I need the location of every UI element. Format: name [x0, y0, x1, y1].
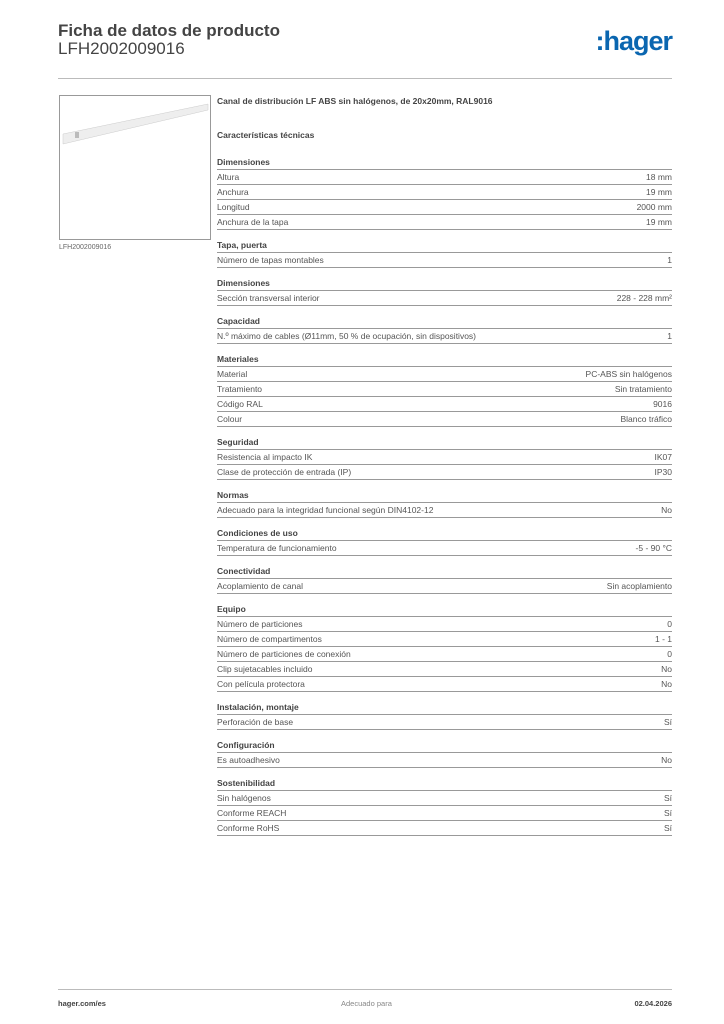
spec-label: Acoplamiento de canal — [217, 581, 304, 591]
spec-row — [217, 632, 672, 647]
footer-site[interactable]: hager.com/es — [58, 999, 106, 1008]
spec-value: 19 mm — [646, 217, 672, 227]
spec-label: Altura — [217, 172, 240, 182]
spec-value: 1 — [667, 331, 672, 341]
spec-label: Longitud — [217, 202, 250, 212]
spec-row — [217, 253, 672, 268]
spec-section — [217, 353, 672, 427]
spec-row — [217, 503, 672, 518]
spec-label: Número de compartimentos — [217, 634, 322, 644]
spec-section — [217, 156, 672, 230]
section-title: Tapa, puerta — [217, 239, 672, 253]
spec-value: No — [661, 755, 672, 765]
spec-label: Conforme RoHS — [217, 823, 280, 833]
spec-value: Sin acoplamiento — [606, 581, 672, 591]
spec-label: Clase de protección de entrada (IP) — [217, 467, 352, 477]
product-description: Canal de distribución LF ABS sin halógenos, de 20x20mm, RAL9016 — [217, 96, 493, 106]
spec-section — [217, 277, 672, 306]
spec-section — [217, 565, 672, 594]
spec-value: Sin tratamiento — [614, 384, 672, 394]
section-title: Capacidad — [217, 315, 672, 329]
spec-value: No — [661, 679, 672, 689]
spec-label: Sin halógenos — [217, 793, 271, 803]
spec-row — [217, 806, 672, 821]
spec-label: N.º máximo de cables (Ø11mm, 50 % de ocupación, sin dispositivos) — [217, 331, 477, 341]
spec-sections — [217, 156, 672, 836]
product-image — [59, 95, 211, 240]
spec-value: 19 mm — [646, 187, 672, 197]
section-title: Materiales — [217, 353, 672, 367]
spec-value: 0 — [667, 649, 672, 659]
section-title: Condiciones de uso — [217, 527, 672, 541]
tech-heading: Características técnicas — [217, 130, 315, 140]
spec-value: 228 - 228 mm² — [616, 293, 672, 303]
spec-value: -5 - 90 °C — [635, 543, 672, 553]
spec-section — [217, 701, 672, 730]
spec-section — [217, 315, 672, 344]
spec-value: Sí — [663, 717, 672, 727]
section-title: Normas — [217, 489, 672, 503]
spec-row — [217, 412, 672, 427]
page-title: Ficha de datos de producto — [58, 21, 280, 40]
spec-label: Número de tapas montables — [217, 255, 324, 265]
spec-value: Blanco tráfico — [620, 414, 672, 424]
spec-row — [217, 541, 672, 556]
spec-row — [217, 329, 672, 344]
spec-section — [217, 603, 672, 692]
spec-label: Sección transversal interior — [217, 293, 320, 303]
section-title: Sostenibilidad — [217, 777, 672, 791]
spec-value: No — [661, 505, 672, 515]
spec-row — [217, 715, 672, 730]
spec-content — [217, 96, 672, 845]
image-caption: LFH2002009016 — [59, 244, 112, 251]
spec-section — [217, 739, 672, 768]
spec-section — [217, 527, 672, 556]
spec-row — [217, 465, 672, 480]
spec-row — [217, 791, 672, 806]
section-title: Dimensiones — [217, 277, 672, 291]
spec-label: Resistencia al impacto IK — [217, 452, 313, 462]
spec-row — [217, 170, 672, 185]
spec-value: 1 — [667, 255, 672, 265]
spec-value: 18 mm — [646, 172, 672, 182]
spec-row — [217, 215, 672, 230]
spec-section — [217, 239, 672, 268]
header-divider — [58, 78, 672, 79]
spec-value: PC-ABS sin halógenos — [585, 369, 672, 379]
spec-row — [217, 291, 672, 306]
spec-label: Adecuado para la integridad funcional según DIN4102-12 — [217, 505, 434, 515]
spec-section — [217, 777, 672, 836]
product-code: LFH2002009016 — [58, 39, 185, 58]
spec-value: 0 — [667, 619, 672, 629]
spec-row — [217, 367, 672, 382]
spec-label: Número de particiones de conexión — [217, 649, 351, 659]
spec-label: Anchura — [217, 187, 249, 197]
spec-row — [217, 200, 672, 215]
section-title: Seguridad — [217, 436, 672, 450]
footer-date: 02.04.2026 — [634, 999, 672, 1008]
spec-label: Número de particiones — [217, 619, 303, 629]
spec-row — [217, 382, 672, 397]
spec-value: 1 - 1 — [654, 634, 672, 644]
spec-section — [217, 436, 672, 480]
spec-row — [217, 821, 672, 836]
spec-value: 9016 — [653, 399, 672, 409]
section-title: Dimensiones — [217, 156, 672, 170]
spec-row — [217, 579, 672, 594]
spec-value: 2000 mm — [636, 202, 672, 212]
spec-label: Tratamiento — [217, 384, 263, 394]
footer-center: Adecuado para — [341, 999, 392, 1008]
spec-row — [217, 647, 672, 662]
spec-label: Código RAL — [217, 399, 263, 409]
section-title: Equipo — [217, 603, 672, 617]
spec-row — [217, 450, 672, 465]
spec-value: No — [661, 664, 672, 674]
spec-value: Sí — [663, 793, 672, 803]
spec-label: Material — [217, 369, 248, 379]
spec-label: Perforación de base — [217, 717, 294, 727]
spec-row — [217, 662, 672, 677]
spec-row — [217, 185, 672, 200]
spec-label: Clip sujetacables incluido — [217, 664, 313, 674]
spec-label: Anchura de la tapa — [217, 217, 289, 227]
spec-row — [217, 617, 672, 632]
section-title: Configuración — [217, 739, 672, 753]
spec-value: Sí — [663, 823, 672, 833]
spec-value: IP30 — [654, 467, 672, 477]
spec-value: Sí — [663, 808, 672, 818]
spec-label: Temperatura de funcionamiento — [217, 543, 337, 553]
spec-row — [217, 397, 672, 412]
section-title: Conectividad — [217, 565, 672, 579]
spec-label: Conforme REACH — [217, 808, 287, 818]
hager-logo: :hager — [595, 26, 672, 56]
spec-value: IK07 — [654, 452, 672, 462]
spec-label: Es autoadhesivo — [217, 755, 280, 765]
footer-divider — [58, 989, 672, 990]
spec-row — [217, 677, 672, 692]
spec-section — [217, 489, 672, 518]
section-title: Instalación, montaje — [217, 701, 672, 715]
spec-label: Con película protectora — [217, 679, 305, 689]
spec-label: Colour — [217, 414, 243, 424]
spec-row — [217, 753, 672, 768]
